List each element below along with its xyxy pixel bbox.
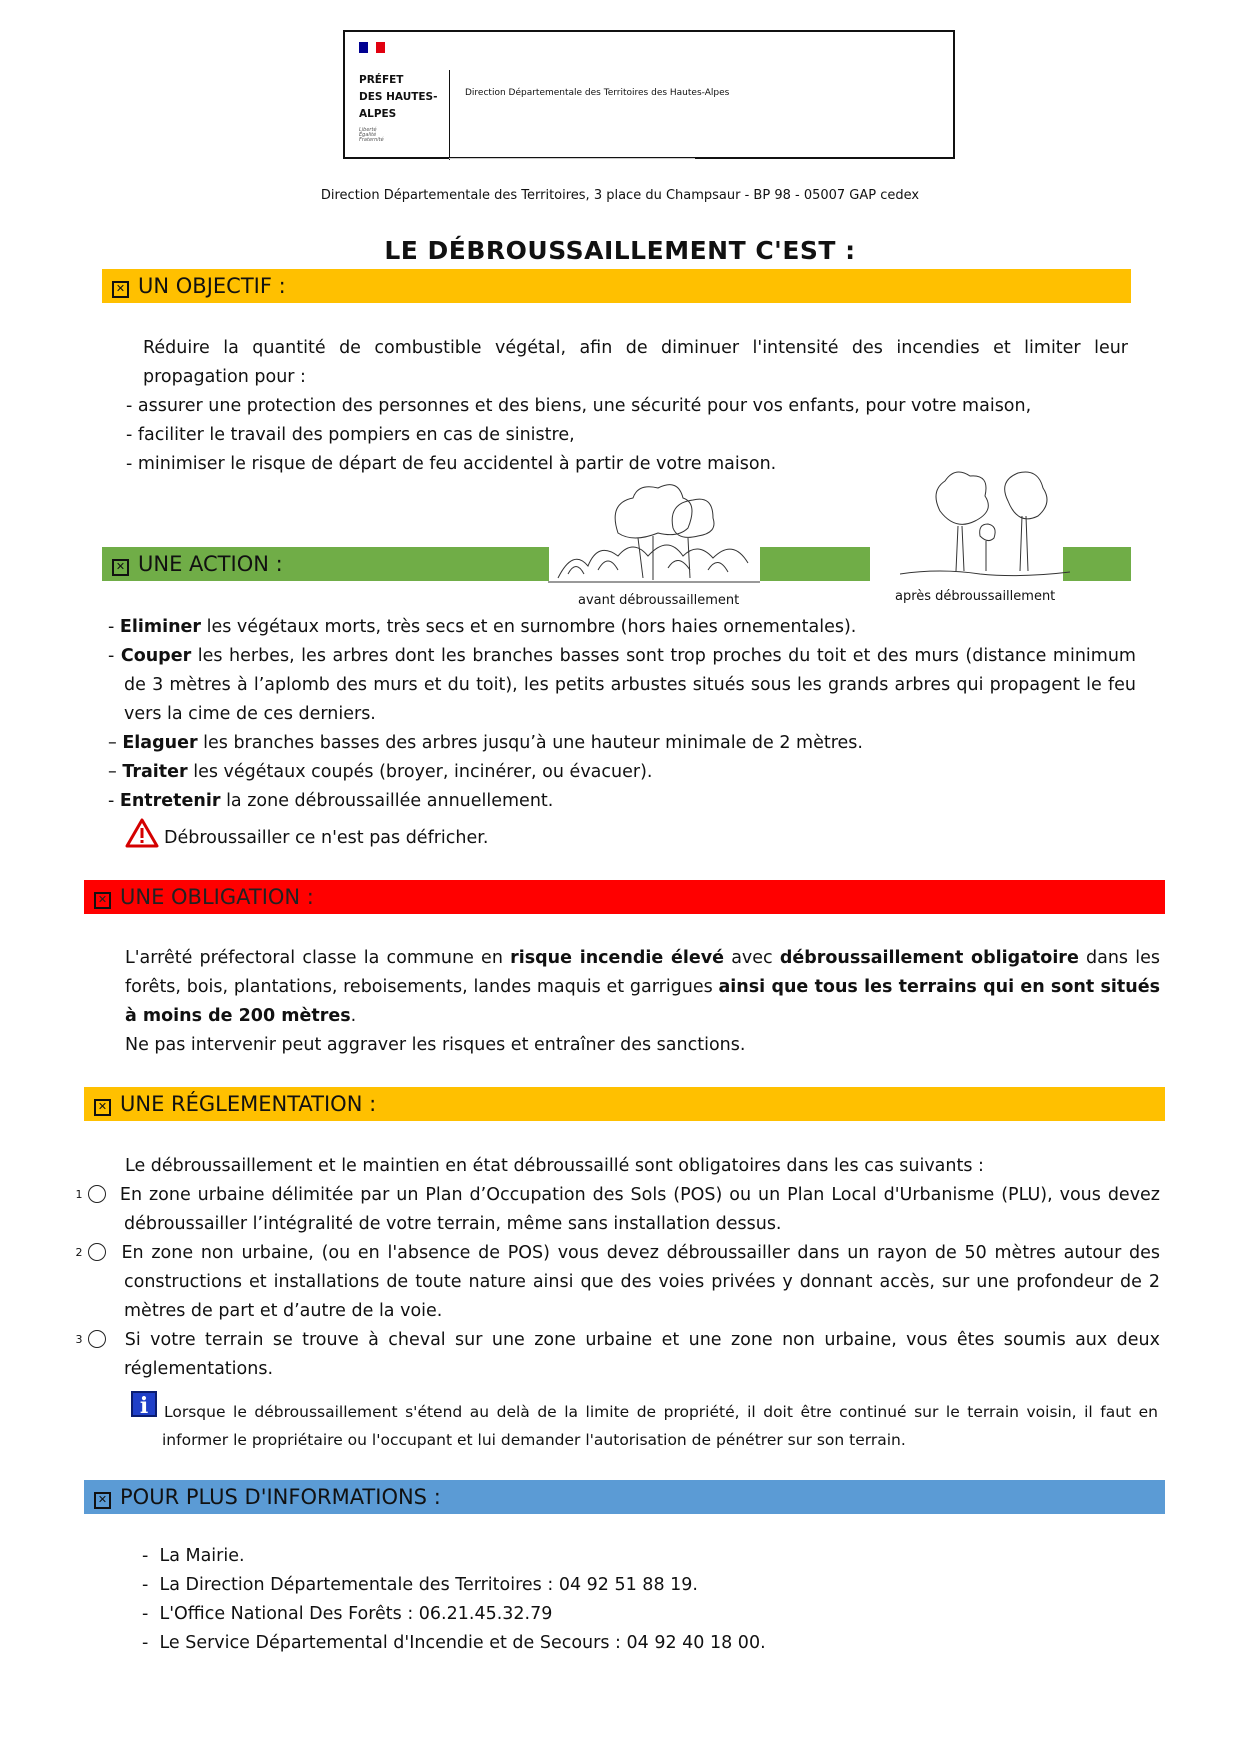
- list-item: - Entretenir la zone débroussaillée annuellement.: [108, 791, 554, 811]
- warning-icon: [125, 818, 159, 848]
- objectif-intro: Réduire la quantité de combustible végétal, afin de diminuer l'intensité des incendies et limiter leur propagation pour :: [143, 338, 1128, 387]
- list-item: - Couper les herbes, les arbres dont les branches basses sont trop proches du toit et des murs (distance minimum de 3 mètres à l’aplomb des murs et du toit), les petits arbustes situés sous les grands arbres qui propagent le feu vers la cime de ces derniers.: [108, 646, 1136, 724]
- obligation-paragraph: L'arrêté préfectoral classe la commune en risque incendie élevé avec débroussaillement obligatoire dans les forêts, bois, plantations, reboisements, landes maquis et garrigues ainsi que tous les terrains qui en sont situés à moins de 200 mètres.: [125, 948, 1160, 1026]
- address-line: Direction Départementale des Territoires, 3 place du Champsaur - BP 98 - 05007 GAP cedex: [320, 188, 920, 203]
- after-clearing-illustration: [900, 466, 1070, 581]
- header-divider: [449, 70, 450, 160]
- info-icon: i: [131, 1391, 157, 1417]
- list-item: - La Mairie.: [142, 1546, 245, 1566]
- checkbox-icon: ✕: [94, 1492, 111, 1509]
- french-flag-icon: [359, 42, 385, 53]
- before-clearing-illustration: [548, 478, 760, 588]
- list-item: - faciliter le travail des pompiers en cas de sinistre,: [126, 425, 575, 445]
- action-band-segment: [760, 547, 870, 581]
- reglementation-intro: Le débroussaillement et le maintien en état débroussaillé sont obligatoires dans les cas suivants :: [125, 1156, 984, 1176]
- section-action-heading: ✕ UNE ACTION :: [102, 547, 549, 581]
- list-item: - minimiser le risque de départ de feu accidentel à partir de votre maison.: [126, 454, 777, 474]
- checkbox-icon: ✕: [112, 559, 129, 576]
- number-three-icon: 3: [88, 1330, 106, 1348]
- list-item: - Le Service Départemental d'Incendie et de Secours : 04 92 40 18 00.: [142, 1633, 766, 1653]
- list-item: – Elaguer les branches basses des arbres jusqu’à une hauteur minimale de 2 mètres.: [108, 733, 863, 753]
- section-informations-heading: ✕ POUR PLUS D'INFORMATIONS :: [84, 1480, 1165, 1514]
- prefet-label: PRÉFET DES HAUTES- ALPES: [359, 74, 438, 120]
- list-item: – Traiter les végétaux coupés (broyer, incinérer, ou évacuer).: [108, 762, 653, 782]
- contacts-list: [142, 1542, 766, 1658]
- prefecture-header: [343, 30, 955, 159]
- section-obligation-heading: ✕ UNE OBLIGATION :: [84, 880, 1165, 914]
- list-item: 1 En zone urbaine délimitée par un Plan d’Occupation des Sols (POS) ou un Plan Local d'Urbanisme (PLU), vous devez débroussailler l’intégralité de votre terrain, même sans installation dessus.: [75, 1185, 1160, 1234]
- action-list: [108, 613, 1136, 816]
- republic-motto: Liberté Égalité Fraternité: [359, 127, 384, 143]
- number-one-icon: 1: [88, 1185, 106, 1203]
- list-item: - La Direction Départementale des Territoires : 04 92 51 88 19.: [142, 1575, 698, 1595]
- caption-before: avant débroussaillement: [578, 593, 740, 608]
- obligation-sanctions: Ne pas intervenir peut aggraver les risques et entraîner des sanctions.: [125, 1035, 746, 1055]
- reglementation-note: Lorsque le débroussaillement s'étend au delà de la limite de propriété, il doit être continué sur le terrain voisin, il faut en informer le propriétaire ou l'occupant et lui demander l'autorisation de pénétrer sur son terrain.: [162, 1403, 1158, 1449]
- list-item: - L'Office National Des Forêts : 06.21.45.32.79: [142, 1604, 553, 1624]
- header-direction: Direction Départementale des Territoires des Hautes-Alpes: [465, 88, 730, 98]
- warning-text: Débroussailler ce n'est pas défricher.: [164, 828, 489, 848]
- list-item: 3 Si votre terrain se trouve à cheval sur une zone urbaine et une zone non urbaine, vous êtes soumis aux deux réglementations.: [75, 1330, 1160, 1379]
- number-two-icon: 2: [88, 1243, 106, 1261]
- header-underline: [449, 158, 695, 159]
- reglementation-cases: [75, 1181, 1160, 1384]
- section-objectif-heading: ✕ UN OBJECTIF :: [102, 269, 1131, 303]
- list-item: 2 En zone non urbaine, (ou en l'absence de POS) vous devez débroussailler dans un rayon de 50 mètres autour des constructions et installations de toute nature ainsi que des voies privées y donnant accès, sur une profondeur de 2 mètres de part et d’autre de la voie.: [75, 1243, 1160, 1321]
- list-item: - Eliminer les végétaux morts, très secs et en surnombre (hors haies ornementales).: [108, 617, 857, 637]
- caption-after: après débroussaillement: [895, 589, 1056, 604]
- action-band-segment: [1063, 547, 1131, 581]
- checkbox-icon: ✕: [112, 281, 129, 298]
- checkbox-icon: ✕: [94, 1099, 111, 1116]
- section-reglementation-heading: ✕ UNE RÉGLEMENTATION :: [84, 1087, 1165, 1121]
- page-title: LE DÉBROUSSAILLEMENT C'EST :: [384, 236, 856, 265]
- checkbox-icon: ✕: [94, 892, 111, 909]
- list-item: - assurer une protection des personnes et des biens, une sécurité pour vos enfants, pour votre maison,: [126, 396, 1032, 416]
